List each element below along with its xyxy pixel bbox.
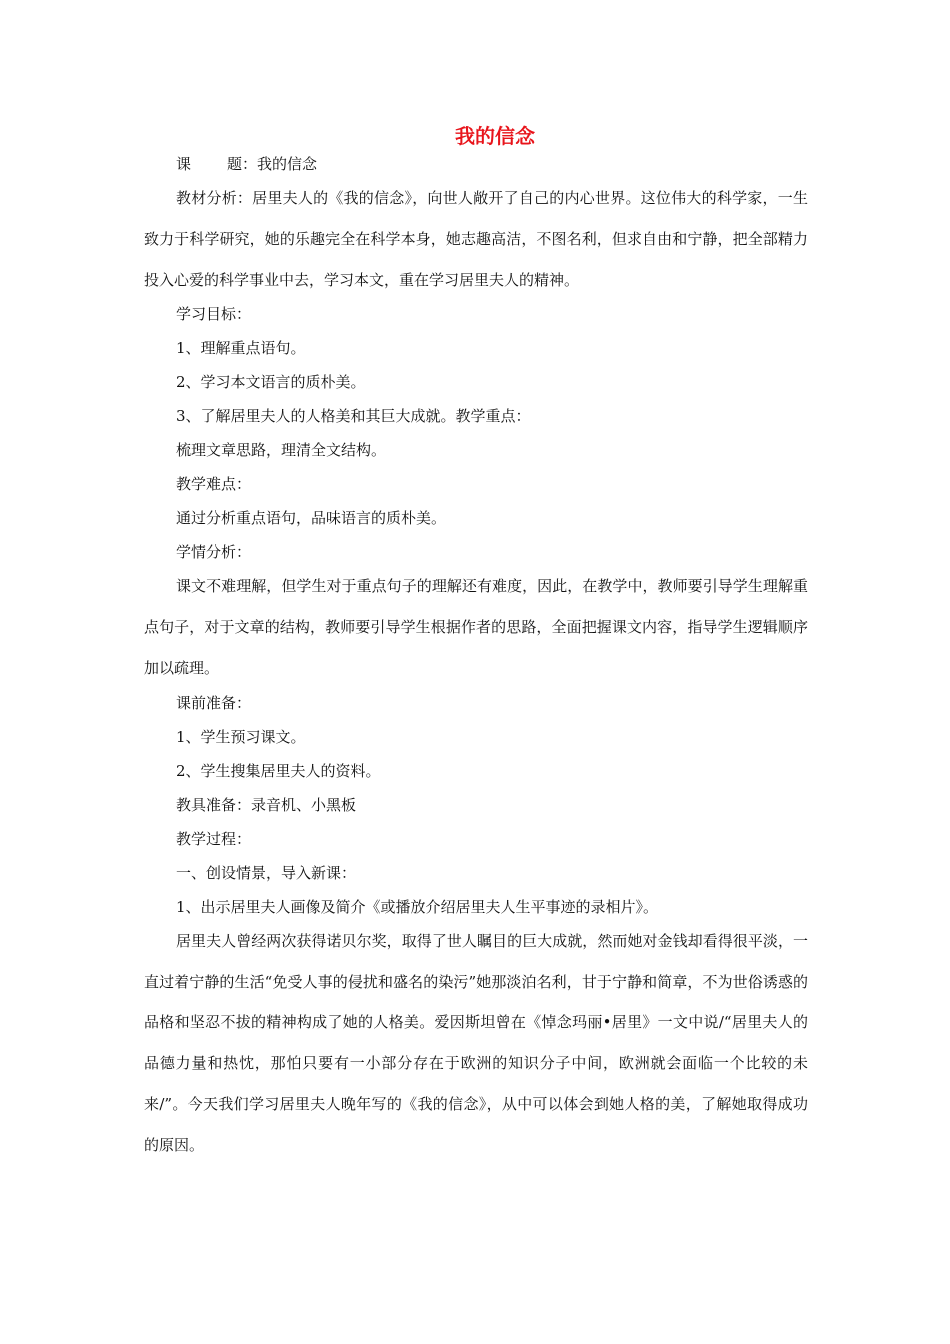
intro-paragraph: 居里夫人曾经两次获得诺贝尔奖，取得了世人瞩目的巨大成就，然而她对金钱却看得很平淡，一直过着宁静的生活“免受人事的侵扰和盛名的染污”她那淡泊名利，甘于宁静和简章，不为世俗诱惑的品格和坚忍不拔的精神构成了她的人格美。爱因斯坦曾在《悼念玛丽•居里》一文中说/“居里夫人的品德力量和热忱，那怕只要有一小部分存在于欧洲的知识分子中间，欧洲就会面临一个比较的未来/”。今天我们学习居里夫人晚年写的《我的信念》，从中可以体会到她人格的美，了解她取得成功的原因。 (144, 931, 808, 1154)
goal-item: 2、学习本文语言的质朴美。 (176, 373, 366, 392)
goal-item: 3、了解居里夫人的人格美和其巨大成就。教学重点： (176, 407, 531, 426)
step-item: 1、出示居里夫人画像及简介《或播放介绍居里夫人生平事迹的录相片》。 (176, 897, 659, 916)
document-body (144, 147, 808, 1163)
difficulty: 通过分析重点语句，品味语言的质朴美。 (176, 509, 447, 528)
process-heading: 教学过程： (176, 829, 252, 848)
situation-heading: 学情分析： (176, 543, 252, 562)
topic-line (144, 147, 808, 181)
step-heading: 一、创设情景，导入新课： (176, 863, 357, 882)
topic-label-end: 题： (227, 155, 258, 173)
difficulty-heading: 教学难点： (176, 475, 252, 494)
document-title: 我的信念 (455, 124, 535, 148)
goal-item: 1、理解重点语句。 (176, 339, 306, 358)
material-analysis: 教材分析：居里夫人的《我的信念》，向世人敞开了自己的内心世界。这位伟大的科学家，一生致力于科学研究，她的乐趣完全在科学本身，她志趣高洁，不图名利，但求自由和宁静，把全部精力投入心爱的科学事业中去，学习本文，重在学习居里夫人的精神。 (144, 189, 808, 289)
prep-item: 1、学生预习课文。 (176, 727, 306, 746)
situation-analysis: 课文不难理解，但学生对于重点句子的理解还有难度，因此，在教学中，教师要引导学生理解重点句子，对于文章的结构，教师要引导学生根据作者的思路，全面把握课文内容，指导学生逻辑顺序加以疏理。 (144, 577, 808, 677)
prep-item: 2、学生搜集居里夫人的资料。 (176, 761, 381, 780)
topic-value: 我的信念 (257, 155, 318, 173)
topic-label: 课 (176, 155, 192, 173)
key-point: 梳理文章思路，理清全文结构。 (176, 441, 387, 460)
tools-line: 教具准备：录音机、小黑板 (176, 795, 357, 814)
prep-heading: 课前准备： (176, 693, 252, 712)
goals-heading: 学习目标： (176, 305, 252, 324)
